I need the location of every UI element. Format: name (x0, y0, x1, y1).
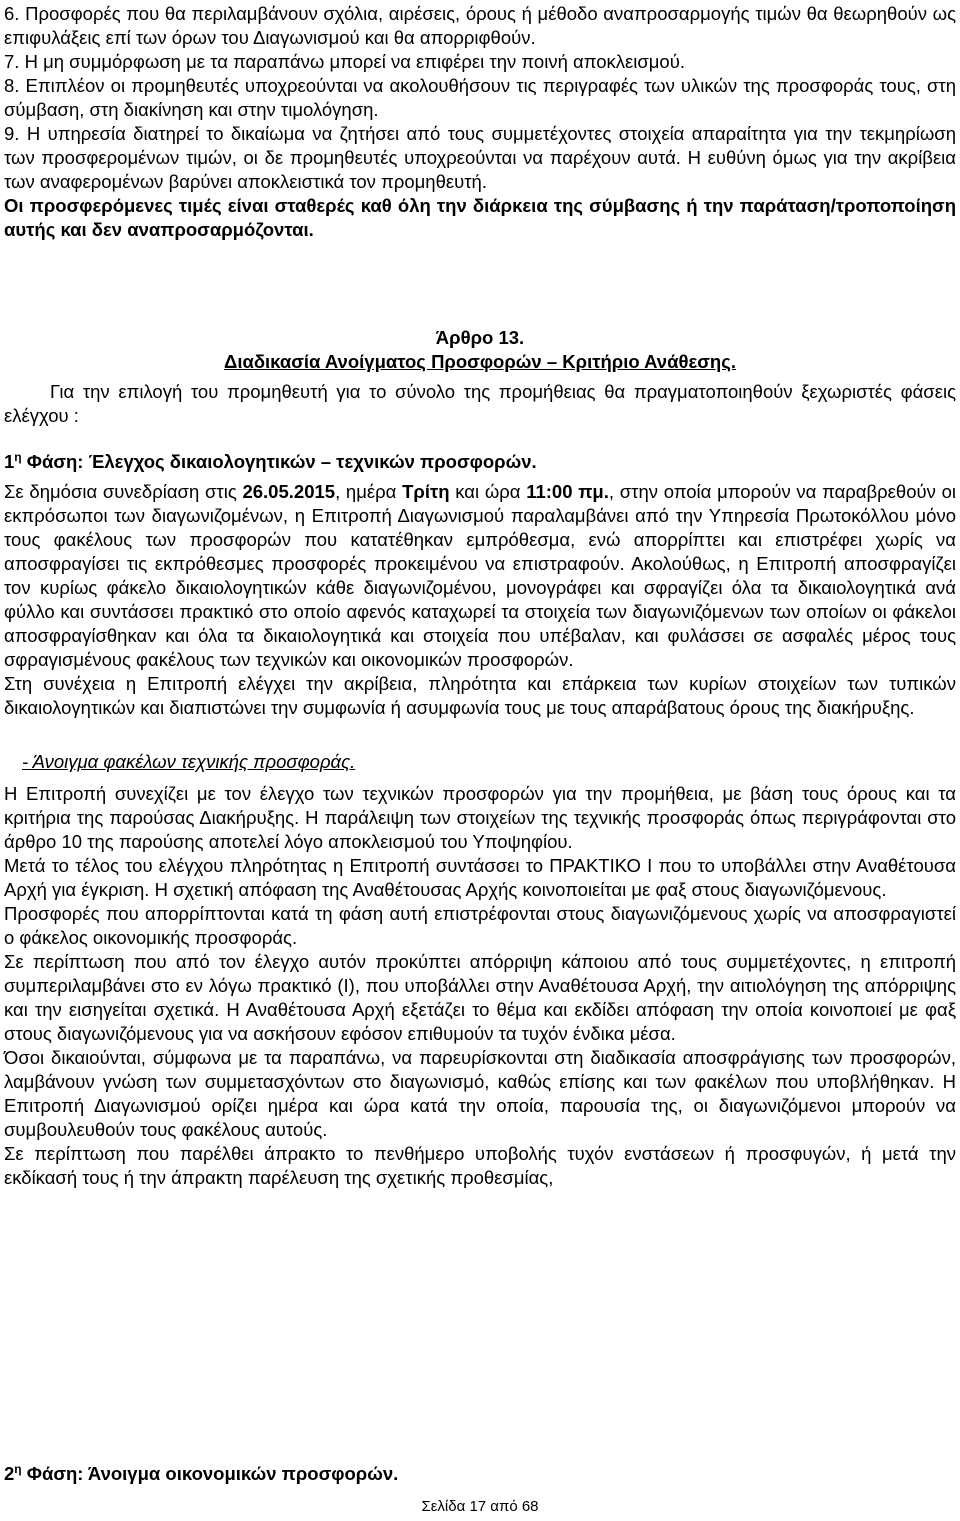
spacer (4, 774, 956, 782)
article-intro: Για την επιλογή του προμηθευτή για το σύνολο της προμήθειας θα πραγματοποιηθούν ξεχωριστές φάσεις ελέγχου : (4, 381, 956, 426)
phase-1-superscript: η (14, 449, 22, 464)
fixed-prices-statement: Οι προσφερόμενες τιμές είναι σταθερές καθ όλη την διάρκεια της σύμβασης ή την παράταση/τροποποίηση αυτής και δεν αναπροσαρμόζονται. (4, 195, 956, 240)
item-6: 6. Προσφορές που θα περιλαμβάνουν σχόλια, αιρέσεις, όρους ή μέθοδο αναπροσαρμογής τιμών θα θεωρηθούν ως επιφυλάξεις επί των όρων του Διαγωνισμού και θα απορριφθούν. (4, 3, 956, 48)
technical-paragraph-2: Μετά το τέλος του ελέγχου πληρότητας η Επιτροπή συντάσσει το ΠΡΑΚΤΙΚΟ Ι που το υποβάλλει στην Αναθέτουσα Αρχή για έγκριση. Η σχετική απόφαση της Αναθέτουσας Αρχής κοινοποιείται με φαξ στους διαγωνιζόμενους. (4, 855, 956, 900)
phase-2-superscript: η (14, 1461, 22, 1476)
session-day: Τρίτη (402, 481, 450, 502)
phase-2-number: 2 (4, 1463, 15, 1484)
technical-paragraph-5: Όσοι δικαιούνται, σύμφωνα με τα παραπάνω, να παρευρίσκονται στη διαδικασία αποσφράγισης των προσφορών, λαμβάνουν γνώση των συμμετασχόντων στο διαγωνισμό, καθώς επίσης και των φακέλων που υποβλήθηκαν. Η Επιτροπή Διαγωνισμού ορίζει ημέρα και ώρα κατά την οποία, παρουσία της, οι διαγωνιζόμενοι μπορούν να συμβουλευθούν τους φακέλους αυτούς. (4, 1047, 956, 1140)
session-prefix: Σε δημόσια συνεδρίαση στις (4, 481, 243, 502)
spacer (4, 242, 956, 326)
session-time: 11:00 πμ. (526, 481, 609, 502)
article-title (4, 350, 956, 374)
technical-paragraph-6: Σε περίπτωση που παρέλθει άπρακτο το πενθήμερο υποβολής τυχόν ενστάσεων ή προσφυγών, ή μετά την εκδίκασή τους ή την άπρακτη παρέλευση της σχετικής προθεσμίας, (4, 1143, 956, 1188)
technical-paragraph-3: Προσφορές που απορρίπτονται κατά τη φάση αυτή επιστρέφονται στους διαγωνιζόμενους χωρίς να αποσφραγιστεί ο φάκελος οικονομικής προσφοράς. (4, 903, 956, 948)
session-day-prefix: , ημέρα (335, 481, 403, 502)
spacer (4, 428, 956, 450)
phase-1-session-paragraph (4, 480, 956, 672)
spacer (4, 720, 956, 750)
page-footer: Σελίδα 17 από 68 (421, 1498, 539, 1515)
phase-1-heading (4, 450, 956, 474)
phase-1-number: 1 (4, 451, 15, 472)
page-content (4, 2, 956, 1190)
item-9: 9. Η υπηρεσία διατηρεί το δικαίωμα να ζητήσει από τους συμμετέχοντες στοιχεία απαραίτητα για την τεκμηρίωση των προσφερομένων τιμών, οι δε προμηθευτές υποχρεούνται να παρέχουν αυτά. Η ευθύνη όμως για την ακρίβεια των αναφερομένων βαρύνει αποκλειστικά τον προμηθευτή. (4, 123, 956, 192)
session-rest: , στην οποία μπορούν να παραβρεθούν οι εκπρόσωποι των διαγωνιζομένων, η Επιτροπή Διαγωνισμού παραλαμβάνει από την Υπηρεσία Πρωτοκόλλου μόνο τους φακέλους των προσφορών που κατατέθηκαν εμπρόθεσμα, ενώ απορρίπτει και επιστρέφει χωρίς να αποσφραγίσει τις εκπρόθεσμες προσφορές προκειμένου να επιστραφούν. Ακολούθως, η Επιτροπή αποσφραγίζει τον κυρίως φάκελο δικαιολογητικών κάθε διαγωνιζομένου, μονογράφει και σφραγίζει όλα τα δικαιολογητικά ανά φύλλο και συντάσσει πρακτικό στο οποίο αφενός καταχωρεί τα στοιχεία των διαγωνιζόμενων των οποίων οι φάκελοι αποσφραγίσθηκαν και όλα τα δικαιολογητικά και στοιχεία που υπέβαλαν, και φυλάσσει σε ασφαλές μέρος τους σφραγισμένους φακέλους των τεχνικών και οικονομικών προσφορών. (4, 481, 956, 670)
session-date: 26.05.2015 (242, 481, 336, 502)
technical-heading-text: - Άνοιγμα φακέλων τεχνικής προσφοράς. (22, 751, 356, 772)
phase-2-heading (4, 1462, 398, 1486)
item-7: 7. Η μη συμμόρφωση με τα παραπάνω μπορεί να επιφέρει την ποινή αποκλεισμού. (4, 51, 685, 72)
article-number: Άρθρο 13. (435, 327, 525, 348)
article-title-text: Διαδικασία Ανοίγματος Προσφορών – Κριτήριο Ανάθεσης. (224, 351, 736, 372)
technical-heading (4, 750, 956, 774)
phase-1-title: Φάση: Έλεγχος δικαιολογητικών – τεχνικών προσφορών. (21, 451, 537, 472)
technical-paragraph-1: Η Επιτροπή συνεχίζει με τον έλεγχο των τεχνικών προσφορών για την προμήθεια, με βάση τους όρους και τα κριτήρια της παρούσας Διακήρυξης. Η παράλειψη των στοιχείων της τεχνικής προσφοράς όπως περιγράφονται στο άρθρο 10 της παρούσης αποτελεί λόγο αποκλεισμού του Υποψηφίου. (4, 783, 956, 852)
phase-1-continuation: Στη συνέχεια η Επιτροπή ελέγχει την ακρίβεια, πληρότητα και επάρκεια των κυρίων στοιχείων των τυπικών δικαιολογητικών και διαπιστώνει την συμφωνία ή ασυμφωνία τους με τους απαράβατους όρους της διακήρυξης. (4, 673, 956, 718)
technical-paragraph-4: Σε περίπτωση που από τον έλεγχο αυτόν προκύπτει απόρριψη κάποιου από τους συμμετέχοντες, η επιτροπή συμπεριλαμβάνει στο εν λόγω πρακτικό (Ι), που υποβάλλει στην Αναθέτουσα Αρχή, την αιτιολόγηση της απόρριψης και την εισηγείται σχετικά. Η Αναθέτουσα Αρχή εξετάζει το θέμα και εκδίδει απόφαση την οποία κοινοποιεί με φαξ στους διαγωνιζόμενους για να ασκήσουν εφόσον επιθυμούν τα τυχόν ένδικα μέσα. (4, 951, 956, 1044)
phase-2-title: Φάση: Άνοιγμα οικονομικών προσφορών. (21, 1463, 399, 1484)
item-8: 8. Επιπλέον οι προμηθευτές υποχρεούνται να ακολουθήσουν τις περιγραφές των υλικών της προσφοράς τους, στη σύμβαση, στη διακίνηση και στην τιμολόγηση. (4, 75, 956, 120)
session-time-prefix: και ώρα (449, 481, 527, 502)
